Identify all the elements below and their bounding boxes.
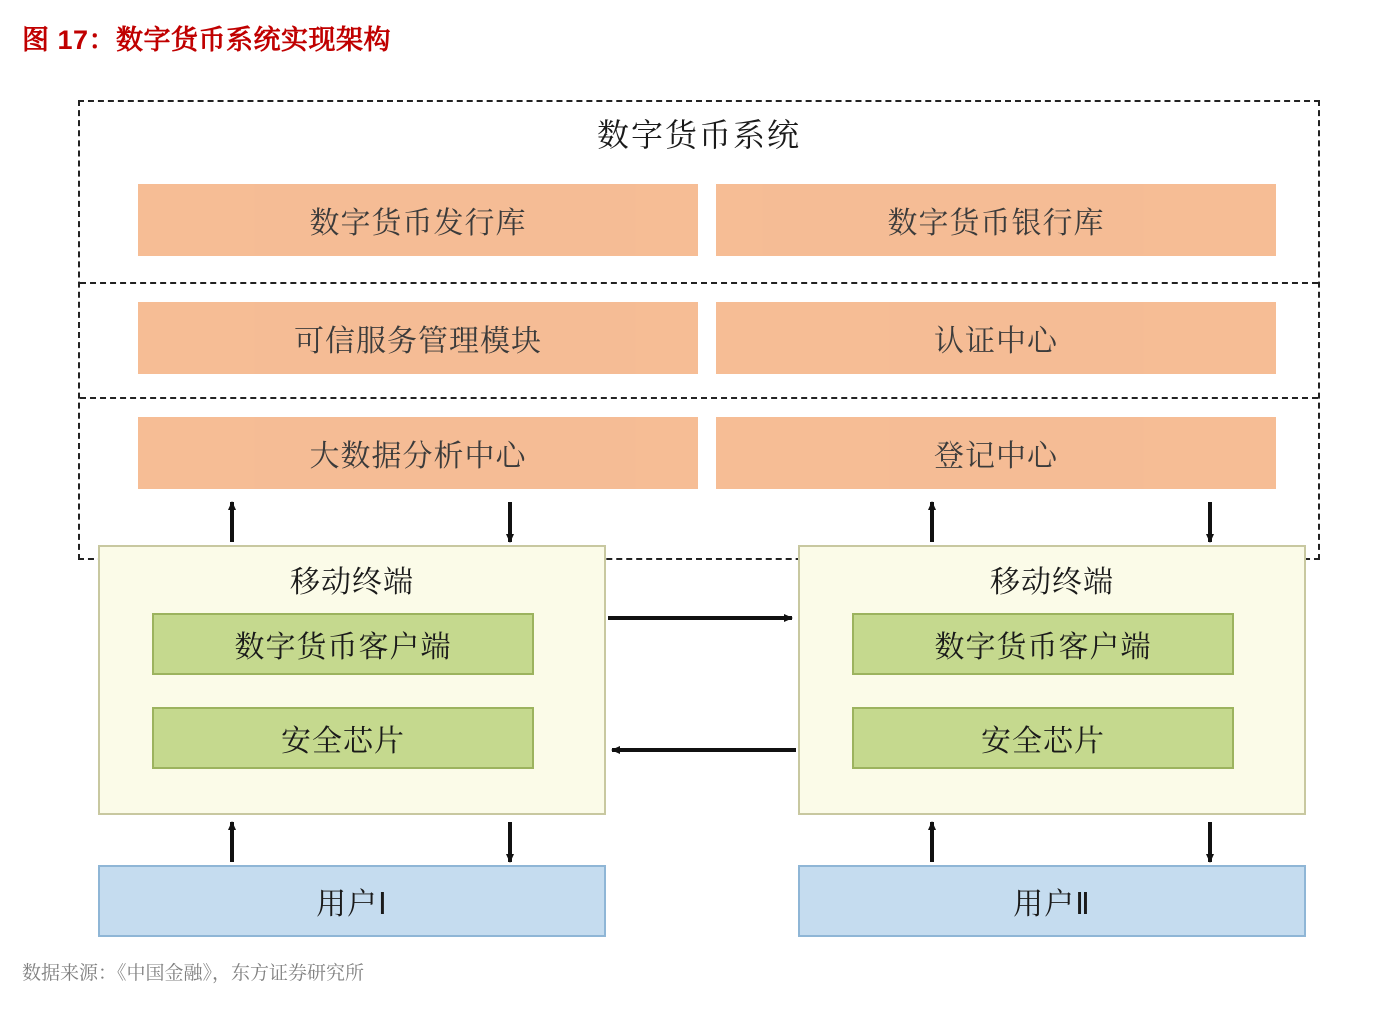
source-note: 数据来源：《中国金融》，东方证券研究所	[22, 963, 365, 984]
block-certification-center: 认证中心	[716, 302, 1276, 374]
mobile-terminal-left	[98, 545, 606, 815]
terminal-left-secure-chip-module: 安全芯片	[152, 707, 534, 769]
system-title: 数字货币系统	[596, 117, 801, 153]
terminal-right-title: 移动终端	[990, 566, 1114, 599]
layer-divider-2	[80, 397, 1318, 399]
block-trusted-service-module: 可信服务管理模块	[138, 302, 698, 374]
digital-currency-system-container	[78, 100, 1320, 560]
user-left-box: 用户Ⅰ	[98, 865, 606, 937]
block-bank-library: 数字货币银行库	[716, 184, 1276, 256]
mobile-terminal-right	[798, 545, 1306, 815]
layer-divider-1	[80, 282, 1318, 284]
user-right-box: 用户Ⅱ	[798, 865, 1306, 937]
terminal-right-secure-chip-module: 安全芯片	[852, 707, 1234, 769]
architecture-diagram	[0, 70, 1392, 950]
block-big-data-analysis-center: 大数据分析中心	[138, 417, 698, 489]
terminal-right-client-module: 数字货币客户端	[852, 613, 1234, 675]
block-issuance-library: 数字货币发行库	[138, 184, 698, 256]
terminal-left-client-module: 数字货币客户端	[152, 613, 534, 675]
block-registration-center: 登记中心	[716, 417, 1276, 489]
figure-title: 图 17：数字货币系统实现架构	[22, 25, 392, 55]
terminal-left-title: 移动终端	[290, 566, 414, 599]
